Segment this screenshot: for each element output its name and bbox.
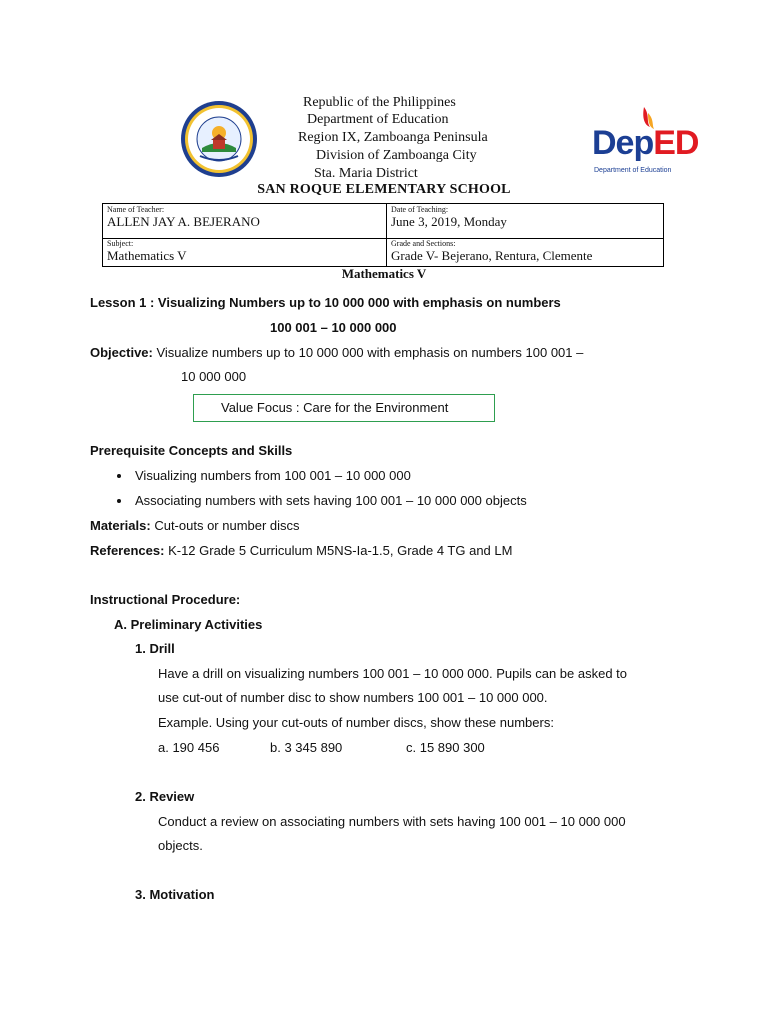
subject-cell <box>107 239 187 264</box>
prerequisite-item: Visualizing numbers from 100 001 – 10 000 000 <box>135 468 411 483</box>
prerequisite-item: Associating numbers with sets having 100 001 – 10 000 000 objects <box>135 493 527 508</box>
teacher-info-table <box>102 203 664 267</box>
drill-heading: 1. Drill <box>135 641 175 656</box>
references-line <box>90 543 512 558</box>
review-text-line2: objects. <box>158 838 203 853</box>
procedure-heading: Instructional Procedure: <box>90 592 241 607</box>
drill-example-a: a. 190 456 <box>158 740 220 755</box>
references-label: References: <box>90 543 165 558</box>
header-line-deped: Department of Education <box>307 112 449 127</box>
drill-text-line3: Example. Using your cut-outs of number discs, show these numbers: <box>158 715 554 730</box>
grade-label: Grade and Sections: <box>391 239 456 248</box>
teacher-cell <box>107 205 260 230</box>
grade-value: Grade V- Bejerano, Rentura, Clemente <box>391 248 593 263</box>
drill-example-b: b. 3 345 890 <box>270 740 343 755</box>
drill-text-line2: use cut-out of number disc to show numbers 100 001 – 10 000 000. <box>158 690 548 705</box>
teacher-value: ALLEN JAY A. BEJERANO <box>107 214 260 229</box>
header-line-division: Division of Zamboanga City <box>316 148 477 163</box>
drill-text-line1: Have a drill on visualizing numbers 100 001 – 10 000 000. Pupils can be asked to <box>158 666 628 681</box>
lesson-title-line1: Lesson 1 : Visualizing Numbers up to 10 000 000 with emphasis on numbers <box>90 295 561 310</box>
objective-line2: 10 000 000 <box>181 369 247 384</box>
prerequisite-heading: Prerequisite Concepts and Skills <box>90 443 293 458</box>
subject-title: Mathematics V <box>341 266 427 281</box>
motivation-heading: 3. Motivation <box>135 887 215 902</box>
header-line-region: Region IX, Zamboanga Peninsula <box>298 130 488 145</box>
deped-logo: DepED Department of Education <box>592 105 682 180</box>
preliminary-activities-heading: A. Preliminary Activities <box>114 617 263 632</box>
school-name: SAN ROQUE ELEMENTARY SCHOOL <box>257 182 511 197</box>
header-line-district: Sta. Maria District <box>314 166 418 181</box>
grade-cell <box>391 239 592 264</box>
value-focus-text: Value Focus : Care for the Environment <box>221 400 449 415</box>
header-line-republic: Republic of the Philippines <box>303 95 456 110</box>
school-seal-logo <box>180 100 258 178</box>
objective-label: Objective: <box>90 345 153 360</box>
review-text-line1: Conduct a review on associating numbers with sets having 100 001 – 10 000 000 <box>158 814 626 829</box>
materials-label: Materials: <box>90 518 151 533</box>
drill-example-c: c. 15 890 300 <box>406 740 485 755</box>
subject-value: Mathematics V <box>107 248 187 263</box>
review-heading: 2. Review <box>135 789 195 804</box>
bullet-icon <box>117 499 121 503</box>
deped-logo-subtitle: Department of Education <box>594 167 672 174</box>
references-text: K-12 Grade 5 Curriculum M5NS-Ia-1.5, Grade 4 TG and LM <box>168 543 513 558</box>
objective-line1 <box>90 345 583 360</box>
materials-text: Cut-outs or number discs <box>154 518 300 533</box>
materials-line <box>90 518 300 533</box>
teacher-label: Name of Teacher: <box>107 205 165 214</box>
bullet-icon <box>117 474 121 478</box>
objective-text: Visualize numbers up to 10 000 000 with emphasis on numbers 100 001 – <box>156 345 584 360</box>
date-value: June 3, 2019, Monday <box>391 214 507 229</box>
date-label: Date of Teaching: <box>391 205 449 214</box>
subject-label: Subject: <box>107 239 134 248</box>
lesson-title-line2: 100 001 – 10 000 000 <box>270 320 397 335</box>
date-cell <box>391 205 507 230</box>
